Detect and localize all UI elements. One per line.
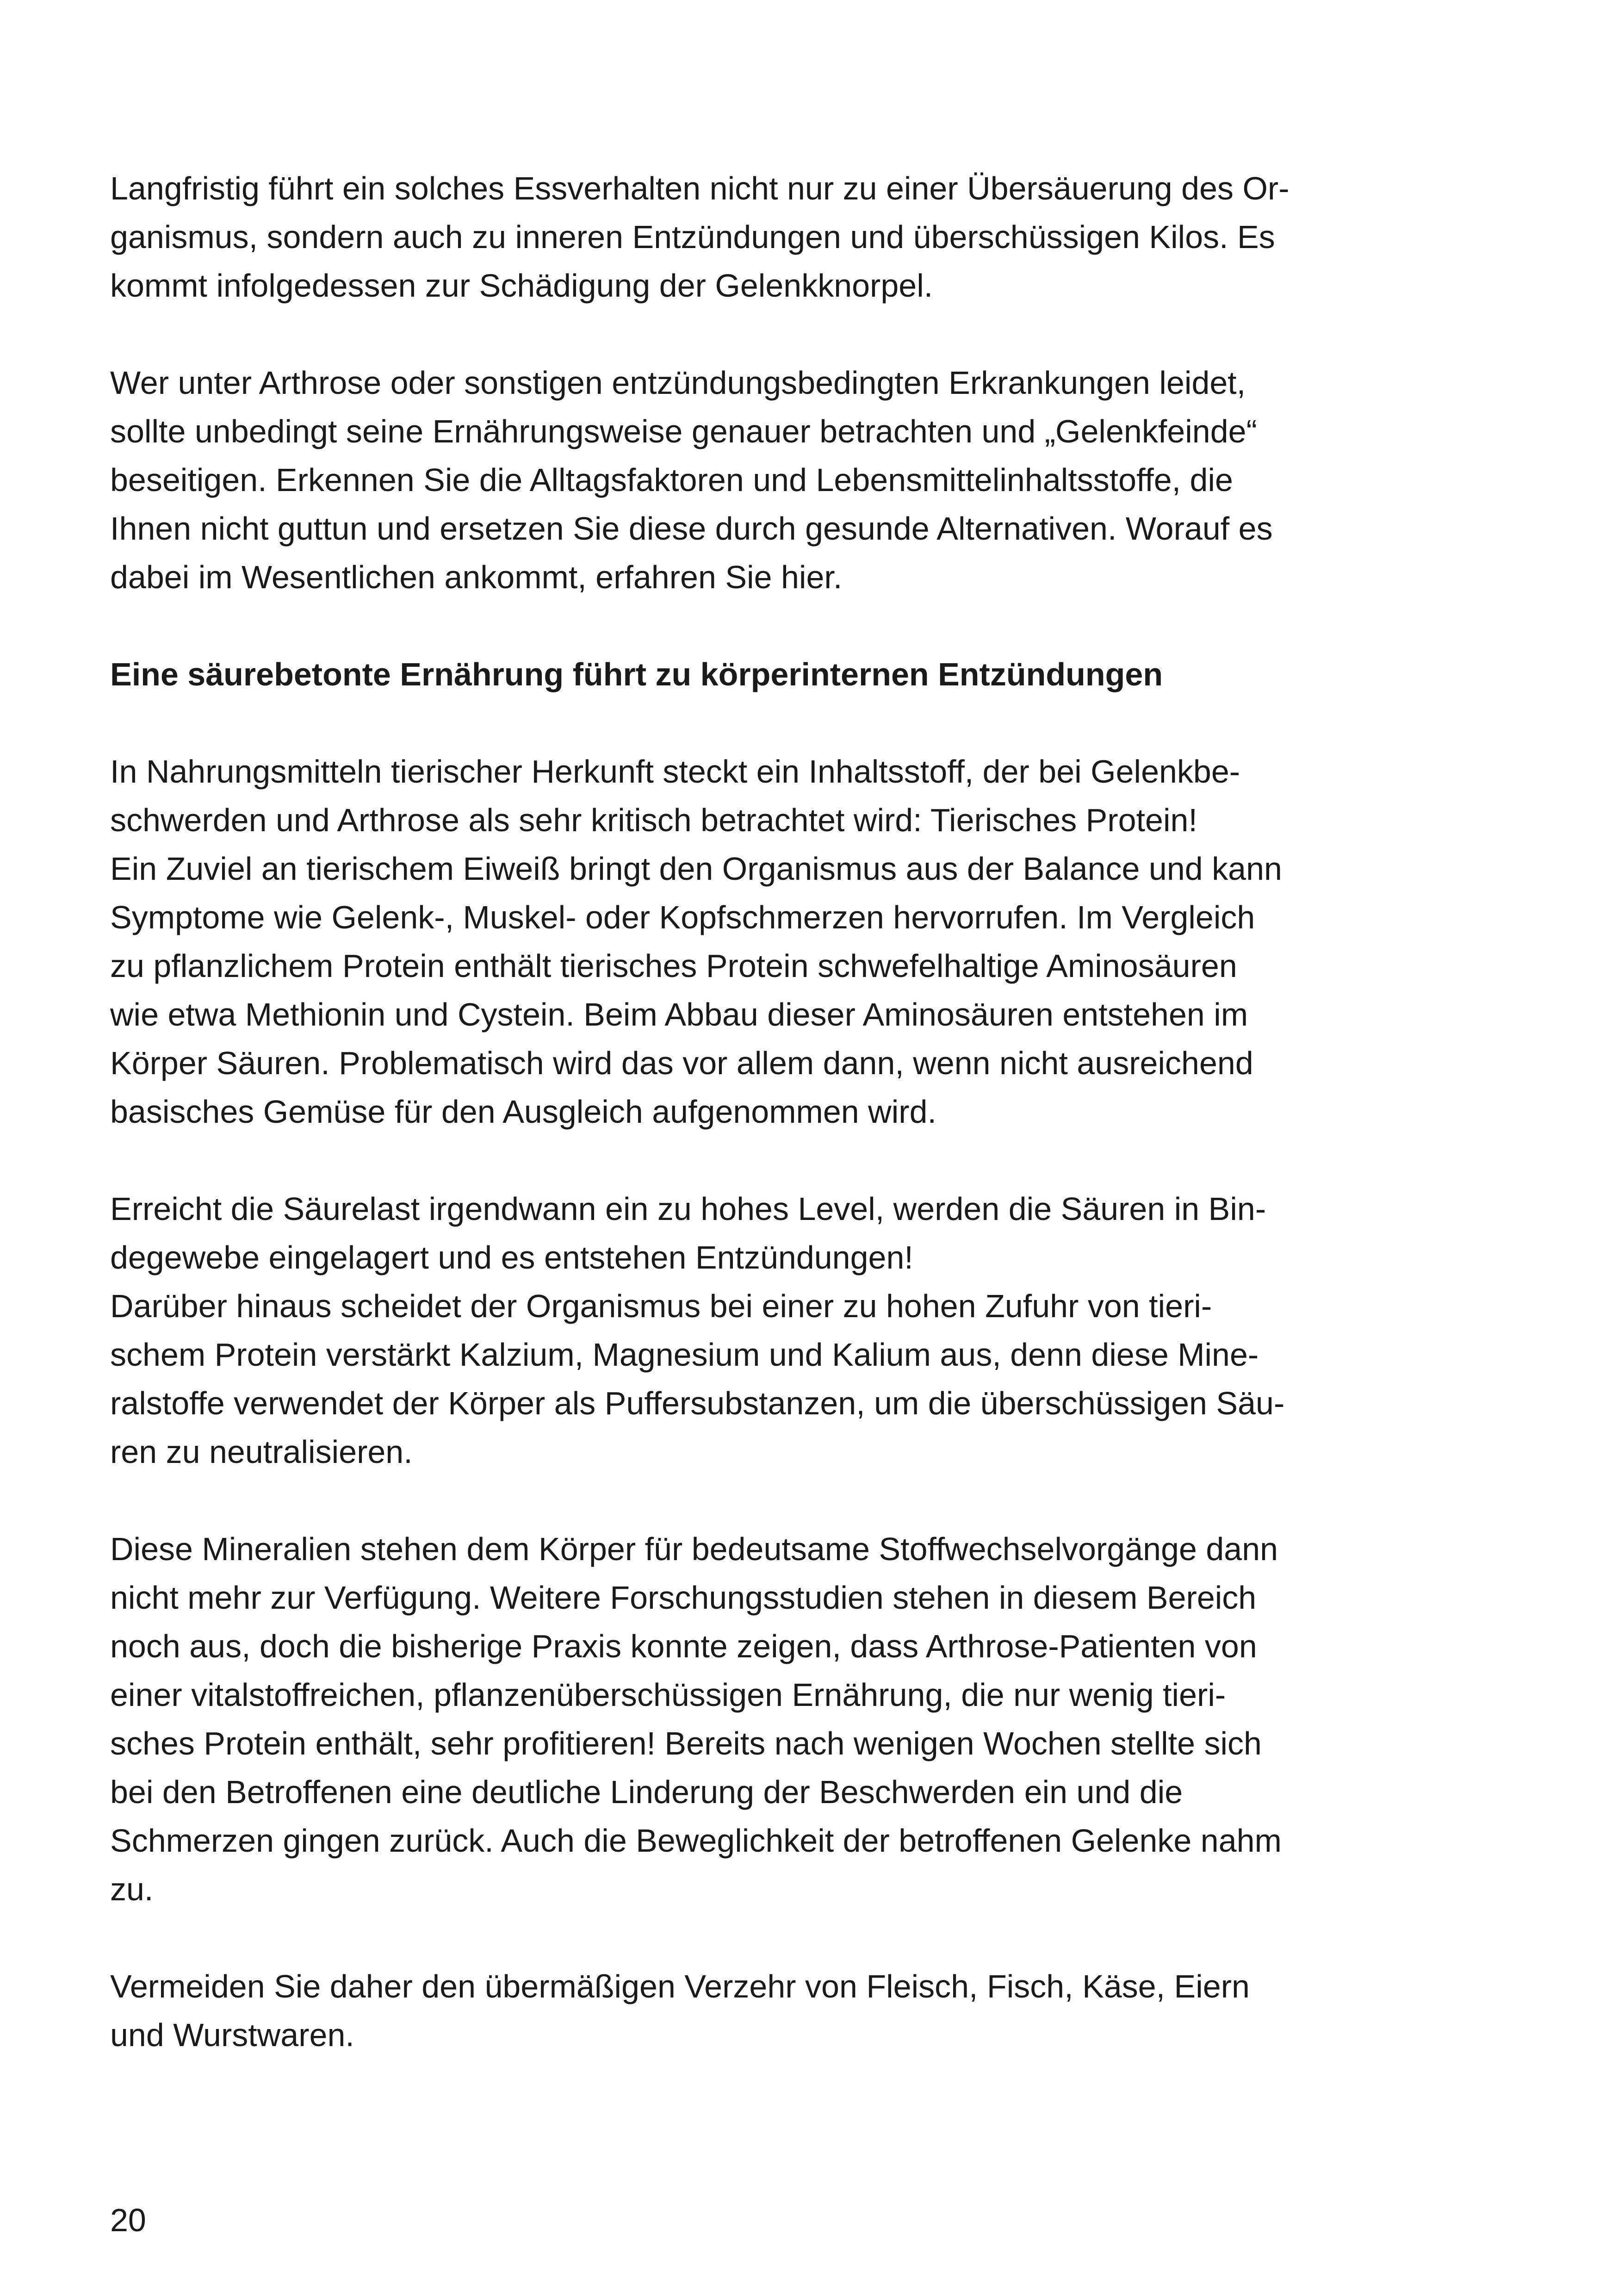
- text-line: schem Protein verstärkt Kalzium, Magnesium und Kalium aus, denn diese Mine-: [110, 1337, 1259, 1373]
- text-line: dabei im Wesentlichen ankommt, erfahren Sie hier.: [110, 559, 843, 595]
- text-line: In Nahrungsmitteln tierischer Herkunft steckt ein Inhaltsstoff, der bei Gelenkbe-: [110, 753, 1240, 790]
- text-line: zu pflanzlichem Protein enthält tierisches Protein schwefelhaltige Aminosäuren: [110, 948, 1237, 984]
- body-text: [110, 164, 1407, 2108]
- paragraph-6: [110, 1962, 1407, 2060]
- text-line: schwerden und Arthrose als sehr kritisch betrachtet wird: Tierisches Protein!: [110, 802, 1197, 838]
- text-line: bei den Betroffenen eine deutliche Linderung der Beschwerden ein und die: [110, 1774, 1183, 1810]
- text-line: Wer unter Arthrose oder sonstigen entzündungsbedingten Erkrankungen leidet,: [110, 365, 1246, 401]
- text-line: sollte unbedingt seine Ernährungsweise genauer betrachten und „Gelenkfeinde“: [110, 413, 1257, 449]
- text-line: wie etwa Methionin und Cystein. Beim Abbau dieser Aminosäuren entstehen im: [110, 996, 1248, 1033]
- text-line: Darüber hinaus scheidet der Organismus bei einer zu hohen Zufuhr von tieri-: [110, 1288, 1212, 1324]
- section-heading: Eine säurebetonte Ernährung führt zu körperinternen Entzündungen: [110, 656, 1163, 692]
- text-line: kommt infolgedessen zur Schädigung der Gelenkknorpel.: [110, 268, 933, 304]
- text-line: und Wurstwaren.: [110, 2017, 354, 2053]
- text-line: ren zu neutralisieren.: [110, 1434, 413, 1470]
- paragraph-3: [110, 747, 1407, 1136]
- text-line: nicht mehr zur Verfügung. Weitere Forschungsstudien stehen in diesem Bereich: [110, 1580, 1257, 1616]
- text-line: degewebe eingelagert und es entstehen Entzündungen!: [110, 1239, 913, 1276]
- paragraph-1: [110, 164, 1407, 310]
- text-line: noch aus, doch die bisherige Praxis konnte zeigen, dass Arthrose-Patienten von: [110, 1628, 1257, 1664]
- paragraph-5: [110, 1525, 1407, 1914]
- text-line: Diese Mineralien stehen dem Körper für bedeutsame Stoffwechselvorgänge dann: [110, 1531, 1278, 1567]
- text-line: Symptome wie Gelenk-, Muskel- oder Kopfschmerzen hervorrufen. Im Vergleich: [110, 899, 1255, 935]
- text-line: Vermeiden Sie daher den übermäßigen Verzehr von Fleisch, Fisch, Käse, Eiern: [110, 1968, 1250, 2004]
- text-line: Ihnen nicht guttun und ersetzen Sie diese durch gesunde Alternativen. Worauf es: [110, 510, 1273, 547]
- paragraph-2: [110, 359, 1407, 602]
- text-line: Ein Zuviel an tierischem Eiweiß bringt den Organismus aus der Balance und kann: [110, 851, 1282, 887]
- text-line: Langfristig führt ein solches Essverhalten nicht nur zu einer Übersäuerung des Or-: [110, 170, 1289, 206]
- text-line: zu.: [110, 1871, 154, 1907]
- text-line: einer vitalstoffreichen, pflanzenüberschüssigen Ernährung, die nur wenig tieri-: [110, 1677, 1226, 1713]
- paragraph-4: [110, 1185, 1407, 1476]
- text-line: ganismus, sondern auch zu inneren Entzündungen und überschüssigen Kilos. Es: [110, 219, 1275, 255]
- text-line: Erreicht die Säurelast irgendwann ein zu hohes Level, werden die Säuren in Bin-: [110, 1191, 1266, 1227]
- text-line: sches Protein enthält, sehr profitieren! Bereits nach wenigen Wochen stellte sich: [110, 1725, 1262, 1761]
- page-number: 20: [110, 2202, 146, 2238]
- text-line: basisches Gemüse für den Ausgleich aufgenommen wird.: [110, 1094, 936, 1130]
- text-line: Schmerzen gingen zurück. Auch die Beweglichkeit der betroffenen Gelenke nahm: [110, 1823, 1282, 1859]
- text-line: Körper Säuren. Problematisch wird das vor allem dann, wenn nicht ausreichend: [110, 1045, 1253, 1081]
- text-line: beseitigen. Erkennen Sie die Alltagsfaktoren und Lebensmittelinhaltsstoffe, die: [110, 462, 1233, 498]
- text-line: ralstoffe verwendet der Körper als Puffersubstanzen, um die überschüssigen Säu-: [110, 1385, 1285, 1421]
